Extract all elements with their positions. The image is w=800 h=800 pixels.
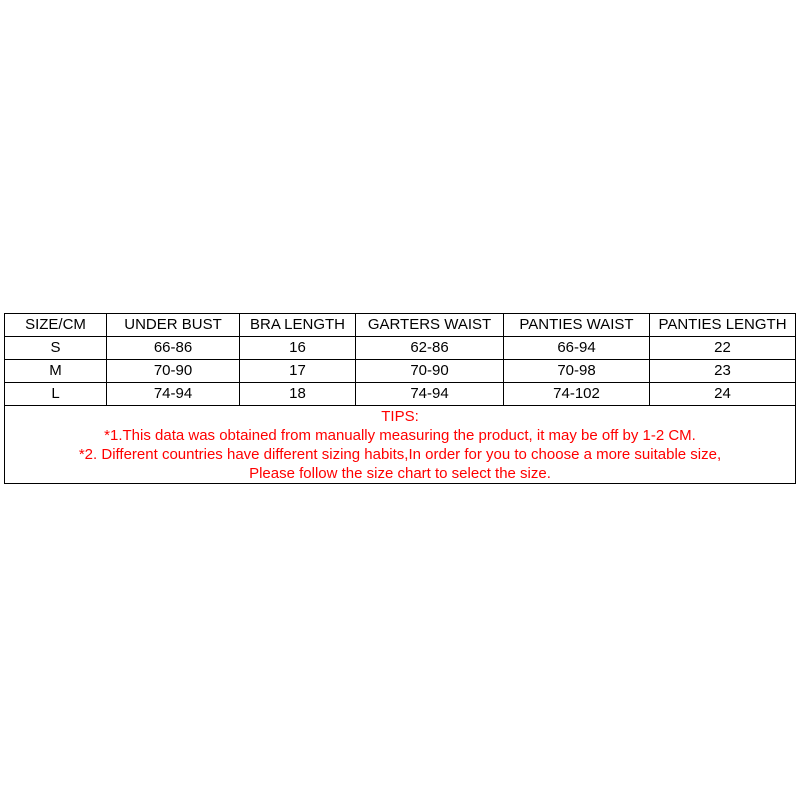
table-row bbox=[5, 360, 796, 383]
header-size: SIZE/CM bbox=[5, 314, 107, 337]
bra-length-cell: 17 bbox=[240, 360, 356, 383]
garters-waist-cell: 70-90 bbox=[356, 360, 504, 383]
under-bust-cell: 70-90 bbox=[107, 360, 240, 383]
header-row bbox=[5, 314, 796, 337]
garters-waist-cell: 62-86 bbox=[356, 337, 504, 360]
header-bra-length: BRA LENGTH bbox=[240, 314, 356, 337]
bra-length-cell: 16 bbox=[240, 337, 356, 360]
tip-measurement-note: *1.This data was obtained from manually measuring the product, it may be off by 1-2 CM. bbox=[104, 426, 696, 444]
header-under-bust: UNDER BUST bbox=[107, 314, 240, 337]
size-cell: S bbox=[5, 337, 107, 360]
header-panties-waist: PANTIES WAIST bbox=[504, 314, 650, 337]
under-bust-cell: 66-86 bbox=[107, 337, 240, 360]
header-panties-length: PANTIES LENGTH bbox=[650, 314, 796, 337]
panties-length-cell: 22 bbox=[650, 337, 796, 360]
table-row bbox=[5, 337, 796, 360]
under-bust-cell: 74-94 bbox=[107, 383, 240, 406]
tip-sizing-habits-note: *2. Different countries have different sizing habits,In order for you to choose a more suitable size, bbox=[78, 445, 722, 463]
garters-waist-cell: 74-94 bbox=[356, 383, 504, 406]
panties-waist-cell: 74-102 bbox=[504, 383, 650, 406]
header-garters-waist: GARTERS WAIST bbox=[356, 314, 504, 337]
size-chart-table bbox=[4, 313, 796, 484]
size-cell: M bbox=[5, 360, 107, 383]
table-row bbox=[5, 383, 796, 406]
panties-waist-cell: 66-94 bbox=[504, 337, 650, 360]
panties-length-cell: 23 bbox=[650, 360, 796, 383]
tips-cell bbox=[5, 406, 796, 484]
panties-length-cell: 24 bbox=[650, 383, 796, 406]
tips-title: TIPS: bbox=[381, 407, 419, 425]
panties-waist-cell: 70-98 bbox=[504, 360, 650, 383]
size-cell: L bbox=[5, 383, 107, 406]
bra-length-cell: 18 bbox=[240, 383, 356, 406]
tip-follow-chart-note: Please follow the size chart to select the size. bbox=[249, 464, 551, 482]
tips-row bbox=[5, 406, 796, 484]
